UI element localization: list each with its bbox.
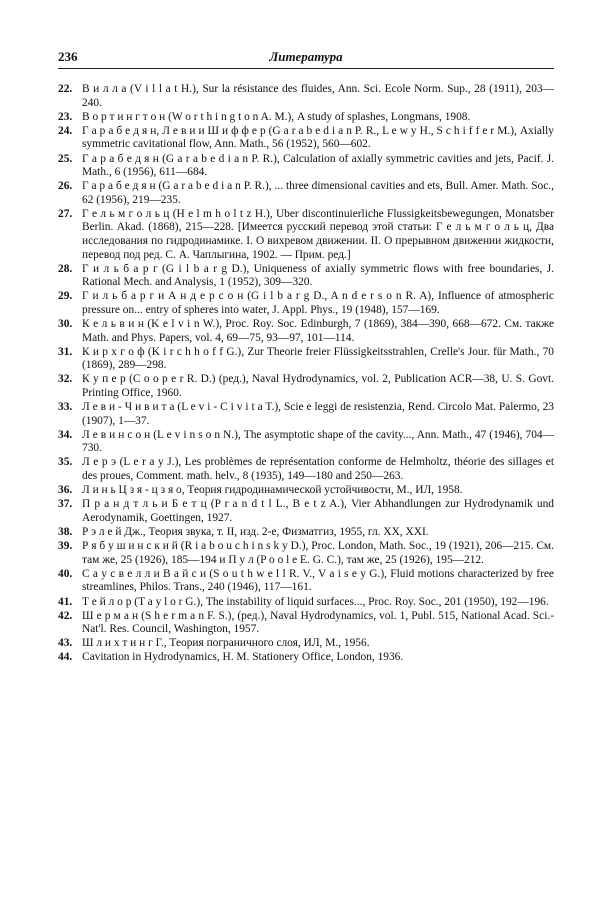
reference-number: 43.: [58, 637, 73, 650]
reference-number: 33.: [58, 401, 73, 414]
reference-text: Г и л ь б а р г и А н д е р с о н (G i l b a r g D., A n d e r s o n R. A), Influence of atmospheric pressure on... entry of spheres into water, J. Appl. Phys., 19 (1948), 157—169.: [82, 290, 554, 316]
reference-text: В и л л а (V i l l a t H.), Sur la résistance des fluides, Ann. Sci. Ecole Norm. Sup., 28 (1911), 203—240.: [82, 83, 554, 109]
reference-number: 35.: [58, 456, 73, 469]
reference-text: Л е в и - Ч и в и т а (L e v i - C i v i t a T.), Scie e leggi de resistenzia, Rend. Circolo Mat. Palermo, 23 (1907), 1—37.: [82, 401, 554, 427]
reference-item: [58, 83, 554, 110]
reference-item: [58, 153, 554, 180]
reference-text: К у п е р (C o o p e r R. D.) (ред.), Naval Hydrodynamics, vol. 2, Publication ACR—38, U. S. Govt. Printing Office, 1960.: [82, 373, 554, 399]
reference-text: Cavitation in Hydrodynamics, H. M. Stationery Office, London, 1936.: [82, 651, 404, 664]
reference-item: [58, 346, 554, 373]
reference-text: Т е й л о р (T a y l o r G.), The instability of liquid surfaces..., Proc. Roy. Soc., 201 (1950), 192—196.: [82, 595, 549, 608]
reference-item: [58, 111, 554, 125]
reference-text: Г а р а б е д я н (G a r a b e d i a n P. R.), ... three dimensional cavities and ets, Bull. Amer. Math. Soc., 62 (1956), 219—235.: [82, 180, 554, 206]
reference-number: 26.: [58, 180, 73, 193]
reference-item: [58, 429, 554, 456]
reference-text: С а у с в е л л и В а й с и (S o u t h w e l l R. V., V a i s e y G.), Fluid motions characterized by free streamlines, Philos. Trans., 240 (1946), 117—161.: [82, 567, 554, 594]
reference-text: Г и л ь б а р г (G i l b a r g D.), Uniqueness of axially symmetric flows with free boundaries, J. Rational Mech. and Analysis, 1 (1952), 309—320.: [82, 262, 554, 289]
reference-number: 44.: [58, 651, 73, 664]
page-header: [58, 48, 554, 69]
reference-text: Л и н ь Ц з я - ц з я о, Теория гидродинамической устойчивости, М., ИЛ, 1958.: [82, 484, 463, 497]
reference-number: 24.: [58, 124, 73, 137]
reference-item: [58, 540, 554, 567]
reference-number: 40.: [58, 567, 73, 580]
reference-text: Л е р э (L e r a y J.), Les problèmes de représentation conforme de Helmholtz, théorie des sillages et des proues, Comment. math. helv., 8 (1935), 149—180 and 250—263.: [82, 456, 554, 483]
reference-item: [58, 318, 554, 345]
reference-number: 30.: [58, 318, 73, 331]
reference-item: [58, 456, 554, 483]
page-number: 236: [58, 49, 78, 64]
reference-item: [58, 484, 554, 498]
reference-number: 23.: [58, 110, 73, 123]
reference-number: 41.: [58, 595, 73, 608]
reference-number: 32.: [58, 373, 73, 386]
reference-number: 22.: [58, 83, 73, 95]
reference-text: Г а р а б е д я н, Л е в и и Ш и ф ф е р (G a r a b e d i a n P. R., L e w y H., S c h i f f e r M.), Axially symmetric cavitational flow, Ann. Math., 56 (1952), 560—602.: [82, 124, 554, 151]
reference-number: 28.: [58, 262, 73, 275]
reference-number: 38.: [58, 526, 73, 538]
reference-text: Р я б у ш и н с к и й (R i a b o u c h i n s k y D.), Proc. London, Math. Soc., 19 (1921), 206—215. См. там же, 25 (1926), 185—194 и П у л (P o o l e E. G. C.), там же, 25 (1926), 195—212.: [82, 540, 554, 566]
reference-item: [58, 637, 554, 651]
reference-item: [58, 596, 554, 610]
reference-text: Ш е р м а н (S h e r m a n F. S.), (ред.), Naval Hydrodynamics, vol. 1, Publ. 515, National Acad. Sci.-Nat'l. Res. Council, Washington, 1957.: [82, 609, 554, 636]
reference-list: [58, 83, 554, 665]
reference-item: [58, 568, 554, 595]
reference-number: 25.: [58, 152, 73, 165]
reference-text: Г а р а б е д я н (G a r a b e d i a n P. R.), Calculation of axially symmetric cavities and jets, Pacif. J. Math., 6 (1956), 611—684.: [82, 152, 554, 179]
reference-number: 31.: [58, 345, 73, 358]
reference-text: Г е л ь м г о л ь ц (H e l m h o l t z H.), Uber discontinuierliche Flussigkeitsbewegungen, Monatsber Berlin. Akad. (1868), 215—228. [Имеется русский перевод этой статьи: Г е л ь м г о л ь ц, Два исследования по гидродинамике. I. О вихревом движении. II. О прерывном движении жидкости, перевод под ред. С. А. Чаплыгина, 1902. — Прим. ред.]: [82, 207, 554, 261]
reference-text: Ш л и х т и н г Г., Теория пограничного слоя, ИЛ, М., 1956.: [82, 637, 370, 650]
reference-number: 27.: [58, 207, 73, 220]
reference-item: [58, 498, 554, 525]
reference-item: [58, 526, 554, 540]
running-title: Литература: [269, 49, 343, 64]
reference-number: 39.: [58, 540, 73, 553]
reference-text: Р э л е й Дж., Теория звука, т. II, изд. 2-е, Физматгиз, 1955, гл. XX, XXI.: [82, 526, 429, 538]
reference-number: 34.: [58, 428, 73, 441]
reference-item: [58, 373, 554, 400]
reference-item: [58, 180, 554, 207]
reference-number: 36.: [58, 484, 73, 497]
reference-text: Л е в и н с о н (L e v i n s o n N.), The asymptotic shape of the cavity..., Ann. Math., 47 (1946), 704—730.: [82, 428, 554, 455]
reference-item: [58, 125, 554, 152]
reference-item: [58, 290, 554, 317]
reference-item: [58, 610, 554, 637]
reference-item: [58, 263, 554, 290]
reference-text: В о р т и н г т о н (W o r t h i n g t o n A. M.), A study of splashes, Longmans, 1908.: [82, 110, 471, 123]
reference-number: 37.: [58, 498, 73, 511]
reference-number: 42.: [58, 609, 73, 622]
reference-item: [58, 401, 554, 428]
reference-item: [58, 208, 554, 262]
reference-number: 29.: [58, 290, 73, 303]
reference-item: [58, 651, 554, 665]
reference-text: К и р х г о ф (K i r c h h o f f G.), Zur Theorie freier Flüssigkeitsstrahlen, Crelle's Jour. für Math., 70 (1869), 289—298.: [82, 345, 554, 372]
reference-text: П р а н д т л ь и Б е т ц (P r a n d t l L., B e t z A.), Vier Abhandlungen zur Hydrodynamik und Aerodynamik, Goettingen, 1927.: [82, 498, 554, 524]
reference-text: К е л ь в и н (K e l v i n W.), Proc. Roy. Soc. Edinburgh, 7 (1869), 384—390, 668—672. См. также Math. and Phys. Papers, vol. 4, 69—75, 93—97, 101—114.: [82, 318, 554, 344]
